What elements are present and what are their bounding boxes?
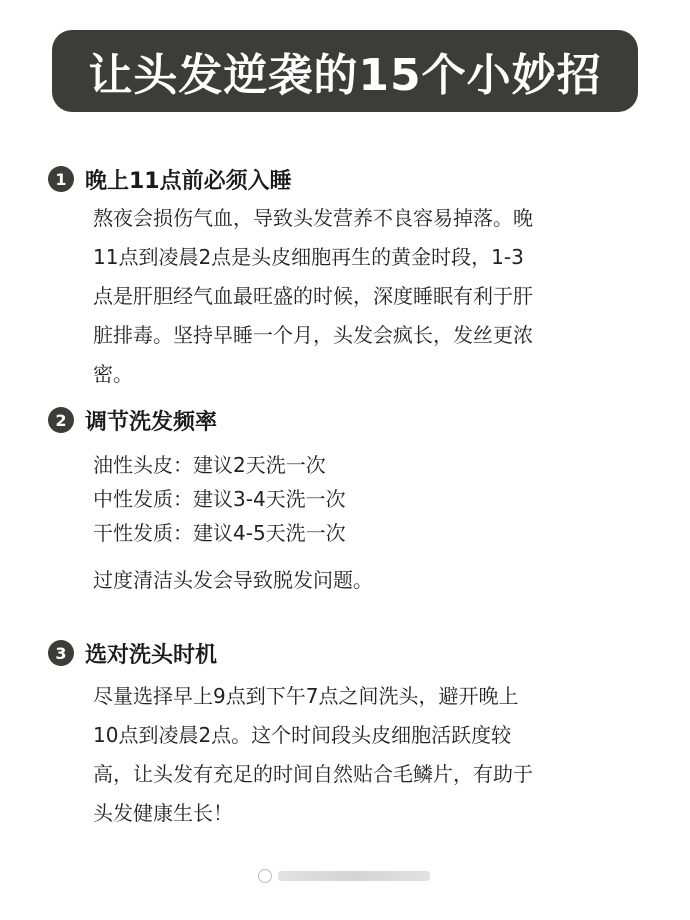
section-2-title: 调节洗发频率 <box>85 409 218 435</box>
section-3-title: 选对洗头时机 <box>85 642 218 668</box>
list-item: 中性发质：建议3-4天洗一次 <box>93 487 346 511</box>
list-item: 油性头皮：建议2天洗一次 <box>93 453 326 477</box>
page-title: 让头发逆袭的15个小妙招 <box>88 50 602 101</box>
section-2-note: 过度清洁头发会导致脱发问题。 <box>93 568 373 592</box>
section-1-body: 熬夜会损伤气血，导致头发营养不良容易掉落。晚 11点到凌晨2点是头皮细胞再生的黄金时段，1-3 点是肝胆经气血最旺盛的时候，深度睡眠有利于肝 脏排毒。坚持早睡一个月，头发会疯长，发丝更浓 密。 <box>93 206 533 386</box>
watermark <box>258 866 430 886</box>
section-3-header <box>48 638 217 668</box>
title-banner <box>52 30 638 112</box>
section-1-header <box>48 164 292 194</box>
number-badge-icon: 2 <box>48 407 74 433</box>
section-1 <box>48 164 292 194</box>
watermark-text-blur <box>278 871 430 881</box>
list-item: 干性发质：建议4-5天洗一次 <box>93 521 346 545</box>
section-3-body: 尽量选择早上9点到下午7点之间洗头，避开晚上 10点到凌晨2点。这个时间段头皮细胞活跃度较 高，让头发有充足的时间自然贴合毛鳞片，有助于 头发健康生长！ <box>93 684 533 825</box>
section-2-header <box>48 405 217 435</box>
section-3 <box>48 638 217 668</box>
section-2 <box>48 405 217 435</box>
watermark-logo-icon <box>258 869 272 883</box>
number-badge-icon: 1 <box>48 166 74 192</box>
number-badge-icon: 3 <box>48 640 74 666</box>
section-1-title: 晚上11点前必须入睡 <box>85 168 292 194</box>
